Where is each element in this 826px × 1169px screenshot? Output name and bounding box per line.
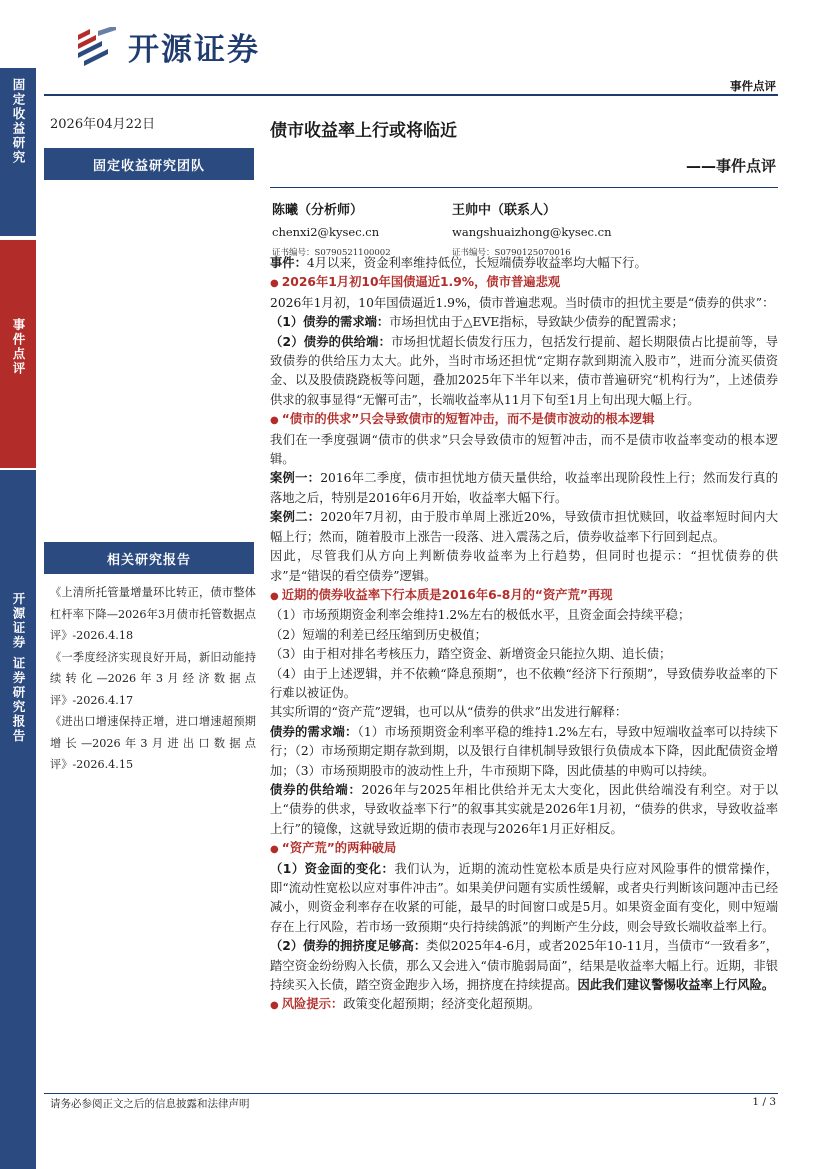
header-divider bbox=[44, 94, 778, 96]
related-reports-banner: 相关研究报告 bbox=[44, 542, 254, 574]
report-body bbox=[270, 254, 778, 1016]
report-subtitle: ——事件点评 bbox=[685, 157, 776, 175]
author-name: 王帅中（联系人） bbox=[452, 203, 557, 218]
section-heading-2: ● “债市的供求”只会导致债市的短暂冲击，而不是债市波动的根本逻辑 bbox=[270, 410, 778, 430]
paragraph: 案例一：2016年二季度，债市担忧地方债天量供给，收益率出现阶段性上行；然而发行真的落地之后，特别是2016年6月开始，收益率大幅下行。 bbox=[270, 471, 778, 505]
list-item: （1）市场预期资金利率会维持1.2%左右的极低水平，且资金面会持续平稳； bbox=[270, 608, 691, 623]
section-heading-1: ● 2026年1月初10年国债逼近1.9%，债市普遍悲观 bbox=[270, 273, 778, 293]
author-email[interactable]: wangshuaizhong@kysec.cn bbox=[452, 225, 612, 239]
list-item: （2）短端的利差已经压缩到历史极值； bbox=[270, 627, 487, 642]
related-reports-list bbox=[50, 582, 256, 776]
paragraph: 因此，尽管我们从方向上判断债券收益率为上行趋势，但同时也提示：“担忧债券的供求”是“错误的看空债券”逻辑。 bbox=[270, 549, 778, 583]
author-block bbox=[452, 199, 612, 258]
logo-wordmark: 开源证券 bbox=[128, 32, 260, 68]
section-heading-4: ● “资产荒”的两种破局 bbox=[270, 839, 778, 859]
author-cert-number: 证书编号：S0790521100002 bbox=[272, 248, 391, 258]
left-vertical-strip bbox=[0, 0, 36, 1169]
list-item: （3）由于相对排名考核压力，踏空资金、新增资金只能拉久期、追长债； bbox=[270, 647, 672, 662]
author-cert-number: 证书编号：S0790125070016 bbox=[452, 248, 571, 258]
section-heading-3: ● 近期的债券收益率下行本质是2016年6-8月的“资产荒”再现 bbox=[270, 586, 778, 606]
paragraph: （1）债券的需求端：市场担忧由于△EVE指标，导致缺少债券的配置需求； bbox=[270, 315, 684, 330]
logo-mark-icon bbox=[76, 27, 120, 67]
paragraph: 其实所谓的“资产荒”逻辑，也可以从“债券的供求”出发进行解释： bbox=[270, 705, 628, 720]
report-title: 债市收益率上行或将临近 bbox=[270, 121, 457, 141]
related-report-item[interactable]: 《一季度经济实现良好开局，新旧动能持续转化—2026年3月经济数据点评》-2026.4.17 bbox=[50, 650, 256, 707]
event-paragraph: 事件：4月以来，资金利率维持低位，长短端债券收益率均大幅下行。 bbox=[270, 256, 647, 270]
team-banner: 固定收益研究团队 bbox=[44, 148, 254, 180]
paragraph: 案例二：2020年7月初，由于股市单周上涨近20%，导致债市担忧赎回，收益率短时间内大幅上行；然而，随着股市上涨告一段落、进入震荡之后，债券收益率下行回到起点。 bbox=[270, 510, 778, 544]
author-email[interactable]: chenxi2@kysec.cn bbox=[272, 225, 380, 239]
title-divider bbox=[270, 187, 778, 188]
paragraph: 我们在一季度强调“债市的供求”只会导致债市的短暂冲击，而不是债市收益率变动的根本逻辑。 bbox=[270, 432, 778, 467]
risk-paragraph: ● 风险提示：政策变化超预期；经济变化超预期。 bbox=[270, 995, 778, 1015]
paragraph: （1）资金面的变化：我们认为，近期的流动性宽松本质是央行应对风险事件的惯常操作，即“流动性宽松以应对事件冲击”。如果美伊问题有实质性缓解，或者央行判断该问题冲击已经减小，则资金利率存在收紧的可能，最早的时间窗口或是5月。如果资金面有变化，则中短端存在上行风险，若市场一致预期“央行持续鸽派”的判断产生分歧，则会导致长端收益率上行。 bbox=[270, 861, 778, 934]
page-number: 1 / 3 bbox=[752, 1096, 776, 1108]
paragraph: 2026年1月初，10年国债逼近1.9%，债市普遍悲观。当时债市的担忧主要是“债券的供求”： bbox=[270, 295, 775, 310]
list-item: （4）由于上述逻辑，并不依赖“降息预期”，也不依赖“经济下行预期”，导致债券收益率的下行难以被证伪。 bbox=[270, 666, 778, 700]
vertical-label-securities-report: 开源证券 证券研究报告 bbox=[0, 470, 36, 1169]
author-block bbox=[272, 199, 391, 258]
related-report-item[interactable]: 《进出口增速保持正增，进口增速超预期增长—2026年3月进出口数据点评》-2026.4.15 bbox=[50, 715, 256, 771]
vertical-label-event-review: 事件点评 bbox=[0, 240, 36, 468]
report-date: 2026年04月22日 bbox=[50, 117, 156, 132]
paragraph: 债券的供给端：2026年与2025年相比供给并无太大变化，因此供给端没有利空。对于以上“债券的供求，导致收益率下行”的叙事其实就是2026年1月初，“债券的供求，导致收益率上行”的镜像，这就导致近期的债市表现与2026年1月正好相反。 bbox=[270, 782, 778, 836]
footer-disclaimer: 请务必参阅正文之后的信息披露和法律声明 bbox=[50, 1098, 250, 1110]
paragraph: 债券的需求端：（1）市场预期资金利率平稳的维持1.2%左右，导致中短端收益率可以持续下行；（2）市场预期定期存款到期，以及银行自律机制导致银行负债成本下降，因此配债资金增加；（3）市场预期股市的波动性上升，牛市预期下降，因此债基的申购可以持续。 bbox=[270, 724, 778, 778]
footer-divider bbox=[44, 1093, 778, 1094]
vertical-label-fixed-income: 固定收益研究 bbox=[0, 68, 36, 236]
paragraph: （2）债券的供给端：市场担忧超长债发行压力，包括发行提前、超长期限债占比提前等，导致债券的供给压力太大。此外，当时市场还担忧“定期存款到期流入股市”，进而分流买债资金、以及股债跷跷板等问题，叠加2025年下半年以来，债市普遍研究“机构行为”，上述债券供求的叙事显得“无懈可击”，长端收益率从11月下旬至1月上旬出现大幅上行。 bbox=[270, 334, 778, 407]
company-logo bbox=[76, 24, 260, 69]
related-report-item[interactable]: 《上清所托管量增量环比转正，债市整体杠杆率下降—2026年3月债市托管数据点评》-2026.4.18 bbox=[50, 586, 256, 642]
header-category-tag: 事件点评 bbox=[730, 79, 776, 93]
paragraph: （2）债券的拥挤度足够高：类似2025年4-6月，或者2025年10-11月，当债市“一致看多”，踏空资金纷纷购入长债，那么又会进入“债市脆弱局面”，结果是收益率大幅上行。近期，非银持续买入长债，踏空资金跑步入场，拥挤度在持续提高。因此我们建议警惕收益率上行风险。 bbox=[270, 939, 779, 993]
author-name: 陈曦（分析师） bbox=[272, 203, 364, 218]
